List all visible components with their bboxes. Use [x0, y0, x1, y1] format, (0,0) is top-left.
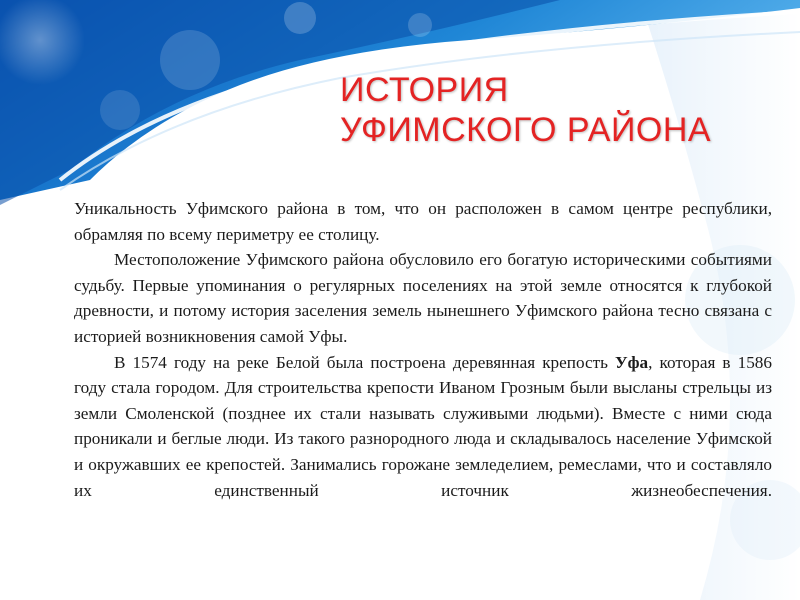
paragraph-3 [74, 350, 772, 504]
slide-title [340, 70, 780, 150]
paragraph-3-part-2: , которая в 1586 году стала городом. Для строительства крепости Иваном Грозным были высланы стрельцы из земли Смоленской (позднее их стали называть служивыми людьми). Вместе с ними сюда проникали и беглые люди. Из такого разнородного люда и складывалось население Уфимской и окружавших ее крепостей. Занимались горожане земледелием, ремеслами, что и составляло их единственный источник жизнеобеспечения. [74, 352, 772, 500]
title-line-1: ИСТОРИЯ [340, 71, 509, 109]
paragraph-1: Уникальность Уфимского района в том, что он расположен в самом центре республики, обрамляя по всему периметру ее столицу. [74, 199, 772, 244]
slide-body [74, 196, 772, 503]
paragraph-3-bold: Уфа [615, 352, 649, 372]
paragraph-2: Местоположение Уфимского района обусловило его богатую историческими событиями судьбу. Первые упоминания о регулярных поселениях на этой земле относятся к глубокой древности, и потому история заселения земель нынешнего Уфимского района тесно связана с историей возникновения самой Уфы. [74, 250, 772, 346]
title-line-2: УФИМСКОГО РАЙОНА [340, 111, 712, 149]
paragraph-3-part-1: В 1574 году на реке Белой была построена деревянная крепость [114, 352, 616, 372]
